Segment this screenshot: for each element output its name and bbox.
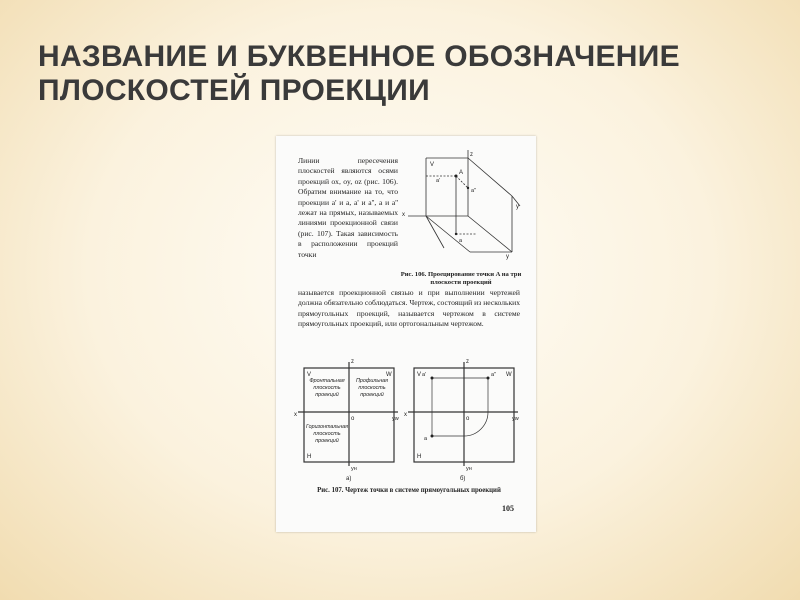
figure-107a — [294, 356, 404, 482]
caption-figure-107: Рис. 107. Чертеж точки в системе прямоугольных проекций — [317, 487, 501, 494]
fig107a-label-H: H — [307, 454, 312, 460]
slide-title-line-2: ПЛОСКОСТЕЙ ПРОЕКЦИИ — [38, 74, 430, 107]
fig107b-label-V: V — [417, 372, 422, 378]
fig107a-profile-2: плоскость — [358, 385, 386, 391]
fig107a-profile-3: проекций — [360, 392, 384, 398]
fig107a-label-x: x — [294, 412, 297, 418]
caption-figure-106: Рис. 106. Проецирование точки A на три плоскости проекций — [400, 271, 522, 287]
slide-title — [38, 40, 758, 108]
fig107a-horizontal-2: плоскость — [313, 431, 341, 437]
fig107a-frontal-2: плоскость — [313, 385, 341, 391]
figure-106 — [276, 136, 536, 276]
fig107b-label-z: z — [466, 359, 469, 365]
page-text-top: Линии пересечения плоскостей являются осями проекций ox, oy, oz (рис. 106). Обратим внимание на то, что проекции a' и a, a' и a'', a и a'' лежат на прямых, называемых линиями проекционной связи (рис. 107). Такая зависимость в расположении проекций точки — [298, 156, 398, 259]
page-text-bottom: называется проекционной связью и при выполнении чертежей должна обязательно соблюдаться. Чертеж, состоящий из нескольких прямоугольных проекций, называется чертежом в системе прямоугольных проекций, или ортогональным чертежом. — [298, 288, 520, 329]
fig106-label-y2: y — [506, 254, 509, 260]
fig107b-label-a: a — [424, 436, 428, 442]
fig106-label-z: z — [470, 152, 473, 158]
fig107a-label-o: o — [351, 416, 355, 422]
fig106-label-A: A — [459, 170, 464, 176]
fig107a-sub-label: а) — [346, 476, 352, 482]
fig107a-label-V: V — [307, 372, 312, 378]
fig106-label-V: V — [430, 162, 435, 168]
fig107b-label-o: o — [466, 416, 470, 422]
fig107b-label-yh: yн — [466, 466, 472, 472]
fig106-label-a2: a'' — [471, 188, 477, 194]
textbook-page-image — [276, 136, 536, 532]
fig107a-label-yh: yн — [351, 466, 357, 472]
fig107b-label-yw: yw — [512, 416, 519, 422]
fig107a-label-yw: yw — [392, 416, 399, 422]
fig107b-sub-label: б) — [460, 476, 466, 482]
fig107a-label-W: W — [386, 372, 392, 378]
fig107a-frontal-3: проекций — [315, 392, 339, 398]
fig107a-profile-1: Профильная — [355, 378, 389, 384]
fig107b-label-a1: a' — [422, 372, 427, 378]
page-number: 105 — [502, 504, 514, 513]
fig107b-label-x: x — [404, 412, 407, 418]
figure-107b — [404, 356, 524, 482]
fig107a-horizontal-1: Горизонтальная — [305, 424, 349, 430]
fig107a-frontal-1: Фронтальная — [309, 378, 345, 384]
fig106-label-a: a — [459, 238, 463, 244]
fig106-label-x: x — [402, 212, 405, 218]
fig106-label-a1: a' — [436, 178, 441, 184]
fig106-label-y: y — [516, 204, 519, 210]
fig107b-label-W: W — [506, 372, 512, 378]
slide-title-line-1: НАЗВАНИЕ И БУКВЕННОЕ ОБОЗНАЧЕНИЕ — [38, 40, 680, 73]
fig107a-label-z: z — [351, 359, 354, 365]
fig107b-label-a2: a'' — [491, 372, 497, 378]
fig107b-label-H: H — [417, 454, 422, 460]
fig107a-horizontal-3: проекций — [315, 438, 339, 444]
